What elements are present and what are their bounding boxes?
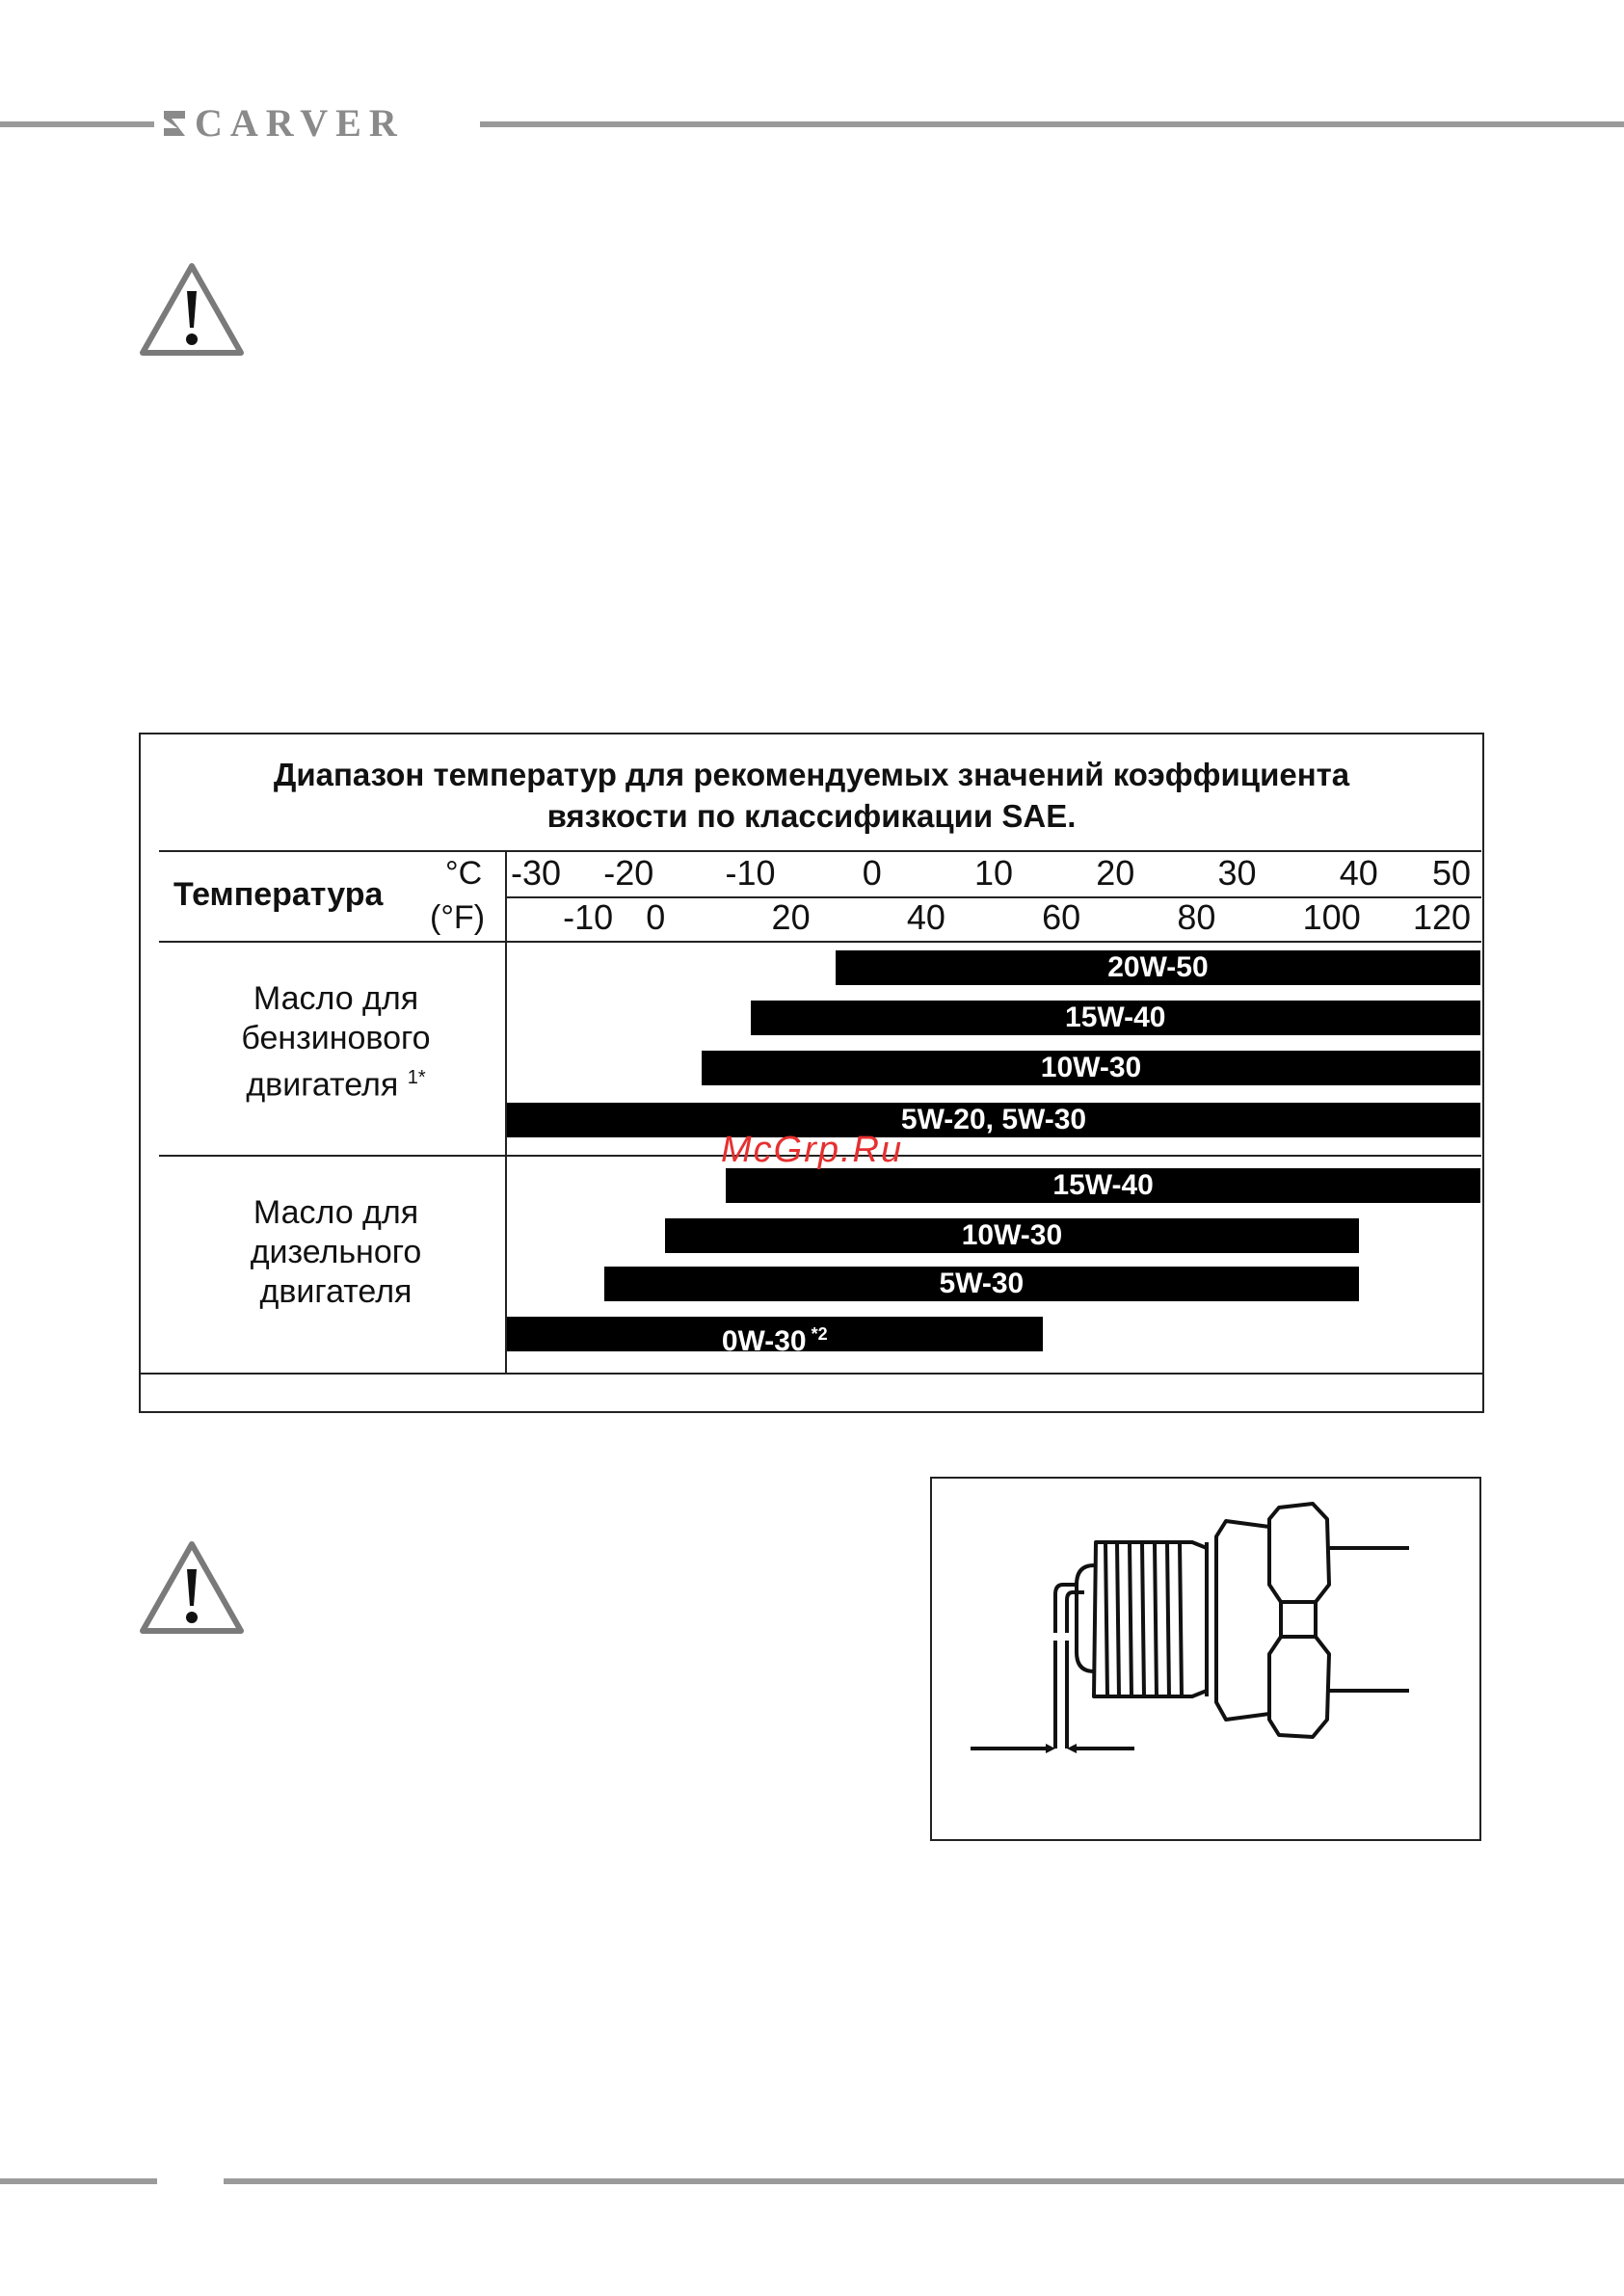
petrol-footnote-mark: 1*: [407, 1067, 426, 1088]
celsius-unit: °C: [445, 855, 483, 892]
table-footer-line: [141, 1373, 1482, 1375]
celsius-tick-label: 50: [1431, 853, 1472, 893]
bar-label: 10W-30: [961, 1219, 1063, 1251]
celsius-tick-label: 40: [1339, 853, 1378, 893]
diesel-label-line2: дизельного: [250, 1234, 422, 1270]
bar-label: 20W-50: [1107, 951, 1209, 983]
bar-label: 10W-30: [1040, 1052, 1142, 1083]
celsius-tick-label: -10: [725, 853, 776, 893]
brand-name: CARVER: [195, 101, 405, 145]
petrol-label-line2: бензинового: [241, 1020, 431, 1056]
diesel-label-line3: двигателя: [259, 1273, 413, 1310]
celsius-tick-label: 30: [1217, 853, 1257, 893]
petrol-oil-label: [170, 979, 502, 1105]
watermark: McGrp.Ru: [721, 1130, 904, 1170]
petrol-viscosity-bar: [751, 1001, 1481, 1035]
spark-plug-drawing: [932, 1479, 1479, 1839]
petrol-viscosity-bar: [507, 1103, 1480, 1137]
bar-label: 5W-30: [939, 1268, 1025, 1299]
fahrenheit-tick-label: -10: [563, 897, 614, 937]
bar-label: 5W-20, 5W-30: [900, 1104, 1087, 1135]
carver-logo-mark-icon: [164, 111, 185, 136]
celsius-tick-label: 20: [1096, 853, 1135, 893]
fahrenheit-tick-label: 120: [1412, 897, 1472, 937]
fahrenheit-tick-label: 80: [1177, 897, 1216, 937]
fahrenheit-tick-label: 40: [906, 897, 945, 937]
celsius-tick-label: -20: [603, 853, 654, 893]
header-bottom-line: [159, 941, 1481, 943]
temperature-label: Температура: [173, 876, 384, 913]
footer-rule-left: [0, 2178, 157, 2184]
petrol-viscosity-bar: [836, 950, 1480, 985]
header-rule-left: [0, 121, 154, 127]
fahrenheit-unit: (°F): [430, 899, 486, 936]
petrol-label-line1: Масло для: [253, 980, 419, 1017]
bar-label: 0W-30: [721, 1325, 807, 1357]
diesel-viscosity-bar: [507, 1317, 1043, 1357]
viscosity-table: [139, 733, 1484, 1413]
fahrenheit-tick-label: 20: [771, 897, 811, 937]
header-rule-right: [480, 121, 1624, 127]
footer-rule-right: [224, 2178, 1624, 2184]
fahrenheit-tick-label: 100: [1302, 897, 1361, 937]
diesel-viscosity-bar: [604, 1267, 1359, 1301]
petrol-viscosity-bar: [702, 1051, 1480, 1085]
bar-footnote-mark: *2: [806, 1324, 828, 1344]
spark-plug-figure: [930, 1477, 1481, 1841]
diesel-viscosity-bar: [726, 1168, 1480, 1203]
celsius-tick-label: -30: [510, 853, 562, 893]
table-title-line2: вязкости по классификации SAE.: [546, 798, 1077, 834]
diesel-viscosity-bar: [665, 1218, 1359, 1253]
brand-logo: [164, 101, 405, 145]
fahrenheit-tick-label: 0: [646, 897, 666, 937]
bar-label: 15W-40: [1052, 1169, 1154, 1201]
celsius-tick-label: 0: [862, 853, 882, 893]
celsius-tick-label: 10: [973, 853, 1014, 893]
warning-triangle-icon: [139, 262, 245, 357]
diesel-label-line1: Масло для: [253, 1194, 419, 1231]
table-title-line1: Диапазон температур для рекомендуемых значений коэффициента: [273, 757, 1350, 792]
diesel-oil-label: [170, 1193, 502, 1312]
bar-label: 15W-40: [1065, 1001, 1166, 1033]
fahrenheit-tick-label: 60: [1042, 897, 1081, 937]
header-top-line: [159, 850, 1481, 852]
warning-triangle-icon: [139, 1540, 245, 1635]
petrol-label-line3: двигателя $^{1*}$: [246, 1066, 426, 1104]
